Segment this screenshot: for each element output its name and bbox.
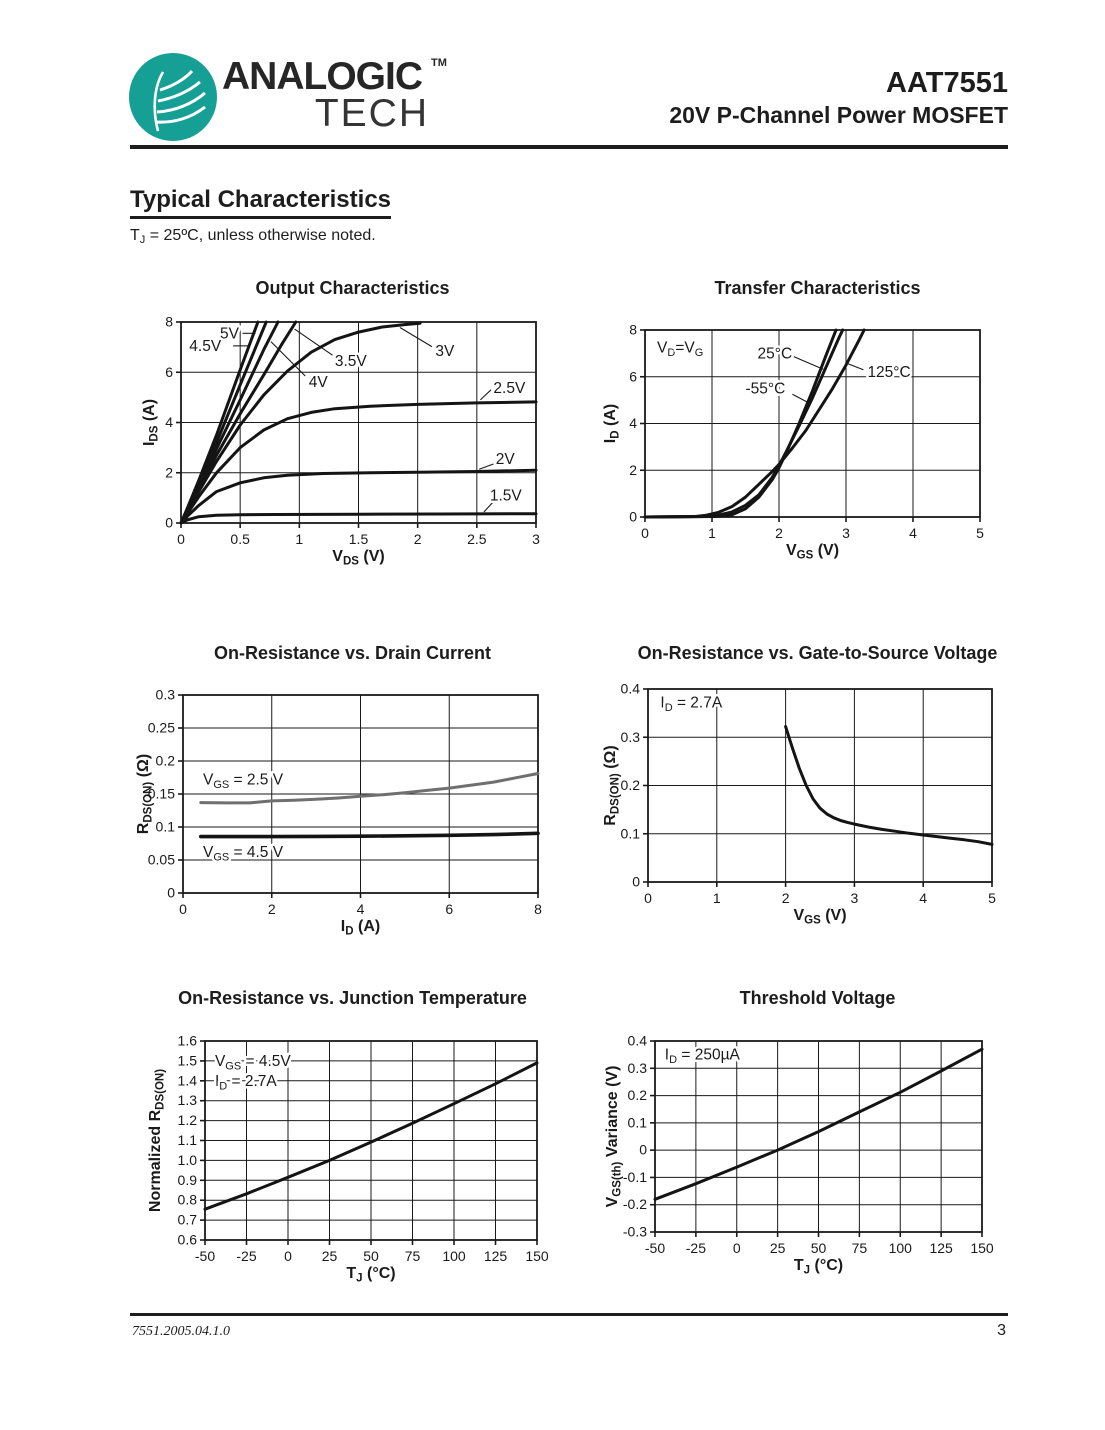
logo-wordmark-analogic: ANALOGIC — [222, 55, 422, 98]
x-tick-label: 5 — [988, 890, 996, 906]
curve-annotation: $V_{GS} = 4.5V$ — [214, 1052, 291, 1073]
chart-title: Transfer Characteristics — [714, 278, 921, 298]
test-condition: $T_J$ = 25ºC, unless otherwise noted. — [130, 227, 376, 246]
chart-plot — [595, 985, 1040, 1290]
y-tick-label: 0.8 — [177, 1191, 197, 1208]
x-tick-label: 3 — [850, 890, 859, 906]
curve-annotation: 4.5V — [189, 337, 222, 355]
y-tick-label: 0 — [165, 514, 173, 531]
chart-canvas — [130, 275, 575, 575]
x-tick-label: 4 — [919, 890, 928, 906]
y-tick-label: -0.2 — [622, 1196, 647, 1213]
curve-annotation: 2V — [495, 450, 515, 468]
curve-annotation: 3.5V — [334, 352, 367, 370]
y-tick-label: 4 — [165, 414, 173, 430]
x-tick-label: 0 — [177, 531, 185, 547]
chart-transfer-characteristics — [595, 275, 1040, 585]
y-tick-label: 1.2 — [177, 1112, 197, 1129]
x-tick-label: 50 — [810, 1240, 827, 1256]
y-tick-label: 1.0 — [177, 1151, 197, 1168]
y-tick-label: 2 — [165, 464, 173, 481]
y-tick-label: 1.4 — [177, 1072, 197, 1089]
y-tick-label: 0 — [167, 884, 175, 901]
leaf-logo-icon — [128, 52, 218, 142]
x-tick-label: 4 — [909, 525, 917, 541]
annotation-leader — [792, 356, 823, 370]
curve-annotation: 4V — [308, 373, 328, 391]
x-tick-label: -25 — [685, 1240, 706, 1256]
x-tick-label: 2 — [781, 890, 790, 906]
x-tick-label: 3 — [842, 525, 850, 541]
y-tick-label: 0.1 — [620, 825, 640, 842]
chart-plot — [130, 640, 575, 945]
y-tick-label: 0.2 — [155, 752, 175, 769]
annotation-leader — [400, 328, 432, 347]
y-tick-label: -0.1 — [622, 1168, 647, 1185]
x-tick-label: 75 — [404, 1248, 421, 1264]
y-tick-label: 6 — [629, 368, 637, 385]
x-tick-label: 2.5 — [467, 531, 487, 547]
curve-annotation: 3V — [435, 342, 455, 360]
chart-title: Threshold Voltage — [739, 988, 896, 1008]
y-tick-label: 4 — [629, 415, 637, 431]
x-axis-label: $T_J$ (°C) — [793, 1257, 844, 1277]
y-tick-label: 6 — [165, 363, 173, 380]
annotation-leader — [792, 394, 807, 402]
chart-on-resistance-vs-gate-to-source-voltage — [595, 640, 1040, 950]
curve-annotation: 25°C — [757, 345, 793, 363]
chart-plot — [595, 640, 1040, 945]
curve-annotation: $I_D = 2.7A$ — [214, 1072, 277, 1093]
x-tick-label: 1 — [708, 525, 716, 541]
x-tick-label: 125 — [929, 1240, 953, 1256]
curve-annotation: $V_{GS} = 2.5$ V — [202, 771, 284, 791]
x-tick-label: 0 — [179, 901, 187, 917]
x-axis-label: $V_{DS}$ (V) — [332, 548, 385, 568]
x-axis-label: $I_D$ (A) — [340, 918, 381, 938]
curve-annotation: $V_D=V_G$ — [657, 339, 704, 360]
x-tick-label: 25 — [769, 1240, 786, 1256]
x-tick-label: 5 — [976, 525, 984, 541]
x-tick-label: 6 — [445, 901, 454, 917]
x-tick-label: 3 — [532, 531, 540, 547]
x-tick-label: 0 — [284, 1248, 292, 1264]
chart-output-characteristics — [130, 275, 575, 585]
document-id: 7551.2005.04.1.0 — [132, 1324, 230, 1339]
y-tick-label: 0.3 — [620, 728, 640, 745]
y-tick-label: 0.25 — [147, 719, 175, 736]
x-tick-label: 125 — [483, 1248, 508, 1264]
y-tick-label: 0.2 — [620, 777, 640, 793]
chart-plot — [130, 275, 575, 580]
x-tick-label: 0 — [732, 1240, 741, 1256]
chart-title: On-Resistance vs. Drain Current — [213, 643, 492, 663]
annotation-leader — [480, 390, 491, 400]
curve-annotation: 1.5V — [489, 487, 522, 505]
page-number: 3 — [997, 1322, 1006, 1339]
y-tick-label: 0.1 — [627, 1114, 647, 1131]
chart-canvas — [130, 985, 575, 1293]
x-tick-label: 1 — [295, 531, 304, 547]
x-tick-label: 25 — [321, 1248, 338, 1264]
chart-canvas — [595, 985, 1040, 1285]
annotation-leader — [845, 363, 863, 370]
chart-on-resistance-vs-junction-temperature — [130, 985, 575, 1295]
x-axis-label: $V_{GS}$ (V) — [793, 907, 847, 927]
curve-annotation: -55°C — [745, 380, 786, 398]
y-tick-label: 1.6 — [177, 1032, 197, 1049]
y-tick-label: 8 — [165, 313, 173, 330]
part-description: 20V P-Channel Power MOSFET — [669, 102, 1008, 128]
logo-trademark: TM — [431, 57, 447, 69]
header-rule — [130, 145, 1008, 149]
x-tick-label: 100 — [442, 1248, 466, 1264]
y-tick-label: 0.7 — [177, 1211, 197, 1228]
y-axis-label: $R_{DS(ON)}$ (Ω) — [602, 745, 622, 826]
x-tick-label: -25 — [236, 1248, 257, 1264]
y-tick-label: 0.4 — [620, 680, 640, 697]
y-tick-label: 0.05 — [147, 851, 175, 868]
section-title: Typical Characteristics — [130, 186, 391, 219]
annotation-leader — [479, 464, 493, 469]
x-tick-label: -50 — [194, 1248, 216, 1264]
x-tick-label: 2 — [413, 531, 422, 547]
chart-title: On-Resistance vs. Gate-to-Source Voltage — [637, 643, 998, 663]
x-tick-label: 0 — [641, 525, 649, 541]
y-tick-label: 0 — [639, 1141, 647, 1158]
y-tick-label: 0.4 — [627, 1032, 647, 1049]
x-tick-label: 0 — [644, 890, 652, 906]
x-tick-label: 1.5 — [348, 531, 369, 547]
y-axis-label: Normalized $R_{DS(ON)}$ — [147, 1068, 167, 1213]
x-tick-label: -50 — [644, 1240, 666, 1256]
y-tick-label: 0.3 — [627, 1059, 647, 1076]
curve-annotation: 2.5V — [493, 380, 526, 398]
curve-annotation: $I_D = 2.7A$ — [660, 694, 723, 715]
chart-title: Output Characteristics — [255, 278, 450, 298]
curve-annotation: 125°C — [867, 364, 911, 382]
x-tick-label: 75 — [851, 1240, 868, 1256]
y-tick-label: 1.1 — [177, 1132, 197, 1148]
x-axis-label: $T_J$ (°C) — [346, 1265, 396, 1285]
y-tick-label: 0.2 — [627, 1087, 647, 1104]
series-vgs-4.5v — [201, 833, 538, 836]
y-tick-label: 2 — [629, 461, 637, 478]
x-tick-label: 2 — [775, 525, 783, 541]
chart-threshold-voltage — [595, 985, 1040, 1295]
y-tick-label: 1.3 — [177, 1092, 197, 1109]
curve-annotation: 5V — [220, 325, 240, 343]
chart-canvas — [595, 640, 1040, 940]
y-axis-label: $I_D$ (A) — [602, 403, 622, 444]
x-tick-label: 0.5 — [230, 531, 250, 547]
y-tick-label: 0 — [632, 873, 640, 890]
y-axis-label: $V_{GS(th)}$ Variance (V) — [604, 1065, 624, 1208]
y-axis-label: $R_{DS(ON)}$ (Ω) — [135, 753, 155, 835]
y-axis-label: $I_{DS}$ (A) — [141, 398, 161, 447]
chart-title: On-Resistance vs. Junction Temperature — [178, 988, 527, 1008]
y-tick-label: 0.15 — [147, 785, 175, 802]
footer-rule — [130, 1313, 1008, 1316]
x-tick-label: 100 — [888, 1240, 912, 1256]
y-tick-label: 8 — [629, 321, 637, 338]
y-tick-label: 0.3 — [155, 686, 175, 703]
x-tick-label: 150 — [970, 1240, 994, 1256]
y-tick-label: 0.1 — [155, 818, 175, 835]
chart-on-resistance-vs-drain-current — [130, 640, 575, 950]
y-tick-label: 0.9 — [177, 1171, 197, 1188]
x-tick-label: 50 — [363, 1248, 379, 1264]
y-tick-label: 0.6 — [177, 1231, 197, 1248]
y-tick-label: 1.5 — [177, 1052, 197, 1069]
chart-canvas — [130, 640, 575, 940]
document-header — [669, 66, 1008, 131]
analogictech-logo — [128, 52, 218, 147]
chart-canvas — [595, 275, 1040, 575]
y-tick-label: -0.3 — [622, 1223, 647, 1240]
y-tick-label: 0 — [629, 508, 637, 525]
curve-annotation: $V_{GS} = 4.5$ V — [202, 844, 284, 864]
logo-wordmark-tech: TECH — [314, 92, 429, 135]
x-tick-label: 1 — [712, 890, 721, 906]
part-number: AAT7551 — [886, 67, 1008, 99]
x-tick-label: 4 — [356, 901, 365, 917]
x-axis-label: $V_{GS}$ (V) — [785, 542, 840, 562]
curve-annotation: $I_D = 250\mu A$ — [664, 1046, 740, 1067]
chart-plot — [130, 985, 575, 1298]
chart-plot — [595, 275, 1040, 580]
x-tick-label: 2 — [267, 901, 276, 917]
x-tick-label: 8 — [534, 901, 542, 917]
x-tick-label: 150 — [525, 1248, 549, 1264]
